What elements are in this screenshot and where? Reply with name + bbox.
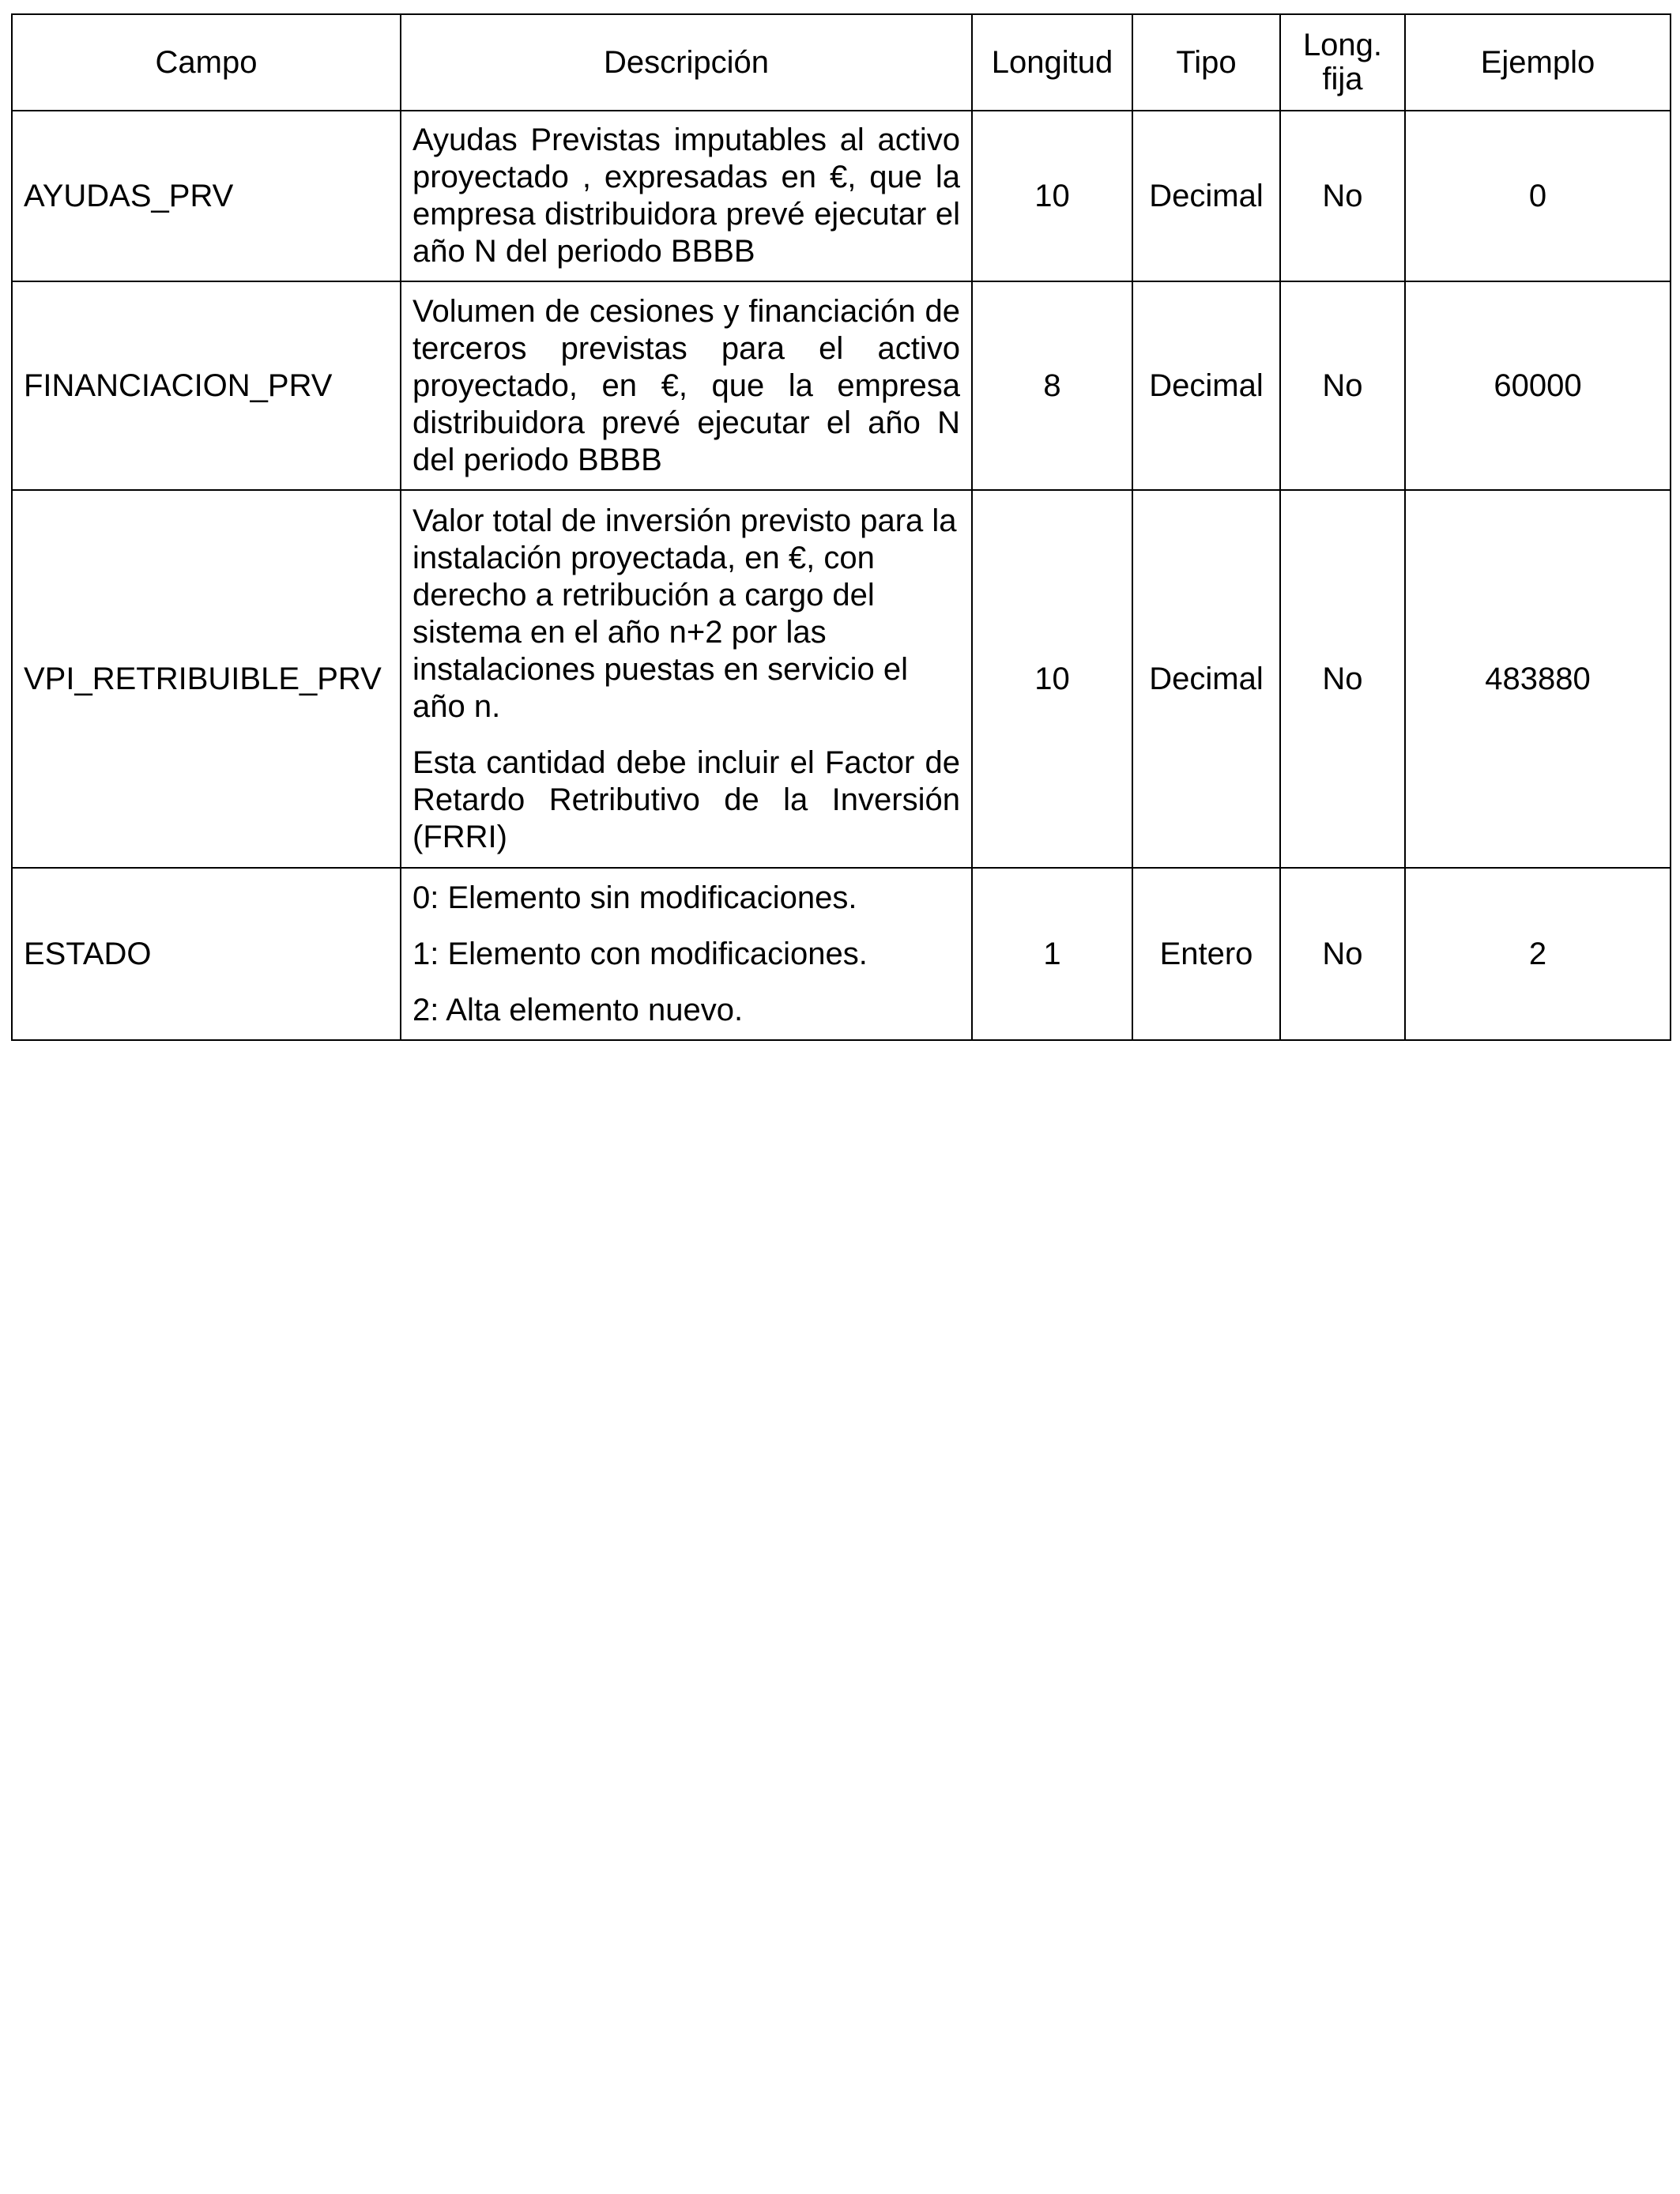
cell-campo: AYUDAS_PRV bbox=[12, 111, 401, 281]
header-row bbox=[12, 14, 1671, 111]
header-tipo: Tipo bbox=[1132, 14, 1280, 111]
cell-long-fija: No bbox=[1280, 868, 1405, 1040]
descripcion-paragraph: 1: Elemento con modificaciones. bbox=[412, 936, 868, 971]
cell-longitud: 10 bbox=[972, 111, 1132, 281]
cell-ejemplo: 0 bbox=[1405, 111, 1671, 281]
cell-longitud: 1 bbox=[972, 868, 1132, 1040]
cell-longitud: 8 bbox=[972, 281, 1132, 490]
cell-ejemplo: 2 bbox=[1405, 868, 1671, 1040]
cell-tipo: Entero bbox=[1132, 868, 1280, 1040]
cell-long-fija: No bbox=[1280, 111, 1405, 281]
descripcion-paragraph: Valor total de inversión previsto para la instalación proyectada, en €, con derecho a retribución a cargo del sistema en el año n+2 por las instalaciones puestas en servicio el año n. bbox=[412, 503, 957, 724]
cell-campo: FINANCIACION_PRV bbox=[12, 281, 401, 490]
cell-descripcion bbox=[401, 111, 972, 281]
cell-descripcion bbox=[401, 490, 972, 868]
descripcion-paragraph: 2: Alta elemento nuevo. bbox=[412, 992, 744, 1027]
cell-descripcion bbox=[401, 868, 972, 1040]
table-row bbox=[12, 868, 1671, 1040]
header-descripcion: Descripción bbox=[401, 14, 972, 111]
cell-ejemplo: 483880 bbox=[1405, 490, 1671, 868]
cell-longitud: 10 bbox=[972, 490, 1132, 868]
cell-campo: ESTADO bbox=[12, 868, 401, 1040]
table-row bbox=[12, 490, 1671, 868]
cell-tipo: Decimal bbox=[1132, 281, 1280, 490]
header-campo: Campo bbox=[12, 14, 401, 111]
cell-long-fija: No bbox=[1280, 490, 1405, 868]
descripcion-paragraph: Ayudas Previstas imputables al activo proyectado , expresadas en €, que la empresa distribuidora prevé ejecutar el año N del periodo BBBB bbox=[412, 123, 960, 269]
descripcion-paragraph: Esta cantidad debe incluir el Factor de Retardo Retributivo de la Inversión (FRRI) bbox=[412, 745, 960, 854]
table-row bbox=[12, 281, 1671, 490]
header-ejemplo: Ejemplo bbox=[1405, 14, 1671, 111]
cell-long-fija: No bbox=[1280, 281, 1405, 490]
cell-campo: VPI_RETRIBUIBLE_PRV bbox=[12, 490, 401, 868]
header-long-fija-line2: fija bbox=[1322, 62, 1363, 96]
descripcion-paragraph: Volumen de cesiones y financiación de terceros previstas para el activo proyectado, en €, que la empresa distribuidora prevé ejecutar el año N del periodo BBBB bbox=[412, 293, 960, 477]
descripcion-paragraph: 0: Elemento sin modificaciones. bbox=[412, 880, 857, 915]
cell-ejemplo: 60000 bbox=[1405, 281, 1671, 490]
cell-tipo: Decimal bbox=[1132, 111, 1280, 281]
header-long-fija bbox=[1280, 14, 1405, 111]
field-spec-table bbox=[11, 13, 1671, 1041]
header-longitud: Longitud bbox=[972, 14, 1132, 111]
header-long-fija-line1: Long. bbox=[1302, 28, 1383, 62]
cell-tipo: Decimal bbox=[1132, 490, 1280, 868]
cell-descripcion bbox=[401, 281, 972, 490]
table-row bbox=[12, 111, 1671, 281]
